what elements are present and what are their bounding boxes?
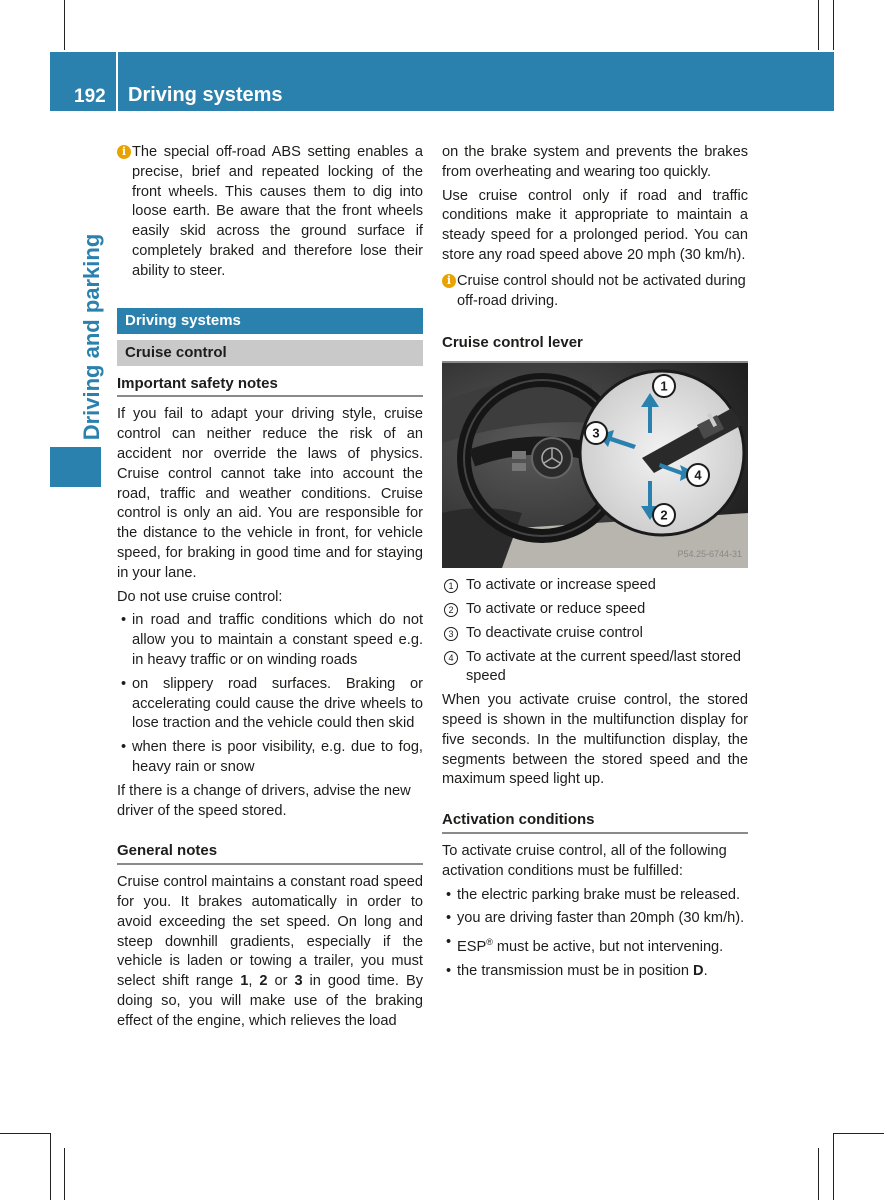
heading-cruise-control-lever: Cruise control lever	[442, 334, 583, 352]
text: ESP	[457, 938, 487, 955]
chapter-title: Driving systems	[128, 84, 283, 106]
crop-mark	[64, 1148, 65, 1200]
paragraph: If there is a change of drivers, advise the new driver of the speed stored.	[117, 782, 411, 819]
list-item	[442, 933, 748, 958]
paragraph: If you fail to adapt your driving style, cruise control can neither reduce the risk of an accident nor override the laws of physics. Cruise control cannot take into account the road, traffic and weather conditions. Cruise control is only an aid. You are responsible for the distance to the vehicle in front, for vehicle speed, for braking in good time and for staying in your lane.	[117, 406, 423, 581]
right-column	[442, 143, 748, 986]
registered-mark: ®	[486, 937, 493, 948]
text: in good time. By doing so, you will make use of the braking effect of the engine, which relieves the load	[117, 973, 423, 1029]
callout-item	[442, 600, 748, 620]
paragraph-general-notes	[117, 873, 423, 1031]
callout-item	[442, 648, 748, 688]
info-icon: i	[117, 145, 131, 159]
steering-wheel-illustration	[442, 363, 748, 568]
list-item: • on slippery road surfaces. Braking or accelerating could cause the drive wheels to lose traction and the vehicle could then skid	[117, 675, 423, 734]
callout-item	[442, 576, 748, 596]
callout-label-3: 3	[592, 425, 600, 441]
paragraph: Use cruise control only if road and traffic conditions make it appropriate to maintain a steady speed for a prolonged period. You can store any road speed above 20 mph (30 km/h).	[442, 187, 748, 263]
crop-mark	[0, 1133, 50, 1134]
callout-item	[442, 624, 748, 644]
list-item: • the electric parking brake must be released.	[442, 886, 748, 906]
text: must be active, but not intervening.	[492, 938, 724, 955]
info-note-abs	[117, 143, 423, 282]
crop-mark	[818, 1148, 819, 1200]
heading-safety-notes: Important safety notes	[117, 374, 423, 398]
left-column	[117, 143, 423, 1035]
cruise-control-lever-figure	[442, 361, 748, 568]
callout-number: 2	[444, 603, 458, 617]
callout-number: 1	[444, 579, 458, 593]
side-tab-marker	[50, 447, 101, 487]
text: or	[267, 973, 295, 990]
paragraph: To activate cruise control, all of the following activation conditions must be fulfilled:	[442, 842, 727, 879]
text: Cruise control maintains a constant road speed for you. It brakes automatically in order to avoid exceeding the set speed. On long and steep downhill gradients, especially if the vehicle is laden or towing a trailer, you must select shift range	[117, 874, 423, 990]
heading-activation-conditions: Activation conditions	[442, 810, 748, 834]
list-item: • when there is poor visibility, e.g. due to fog, heavy rain or snow	[117, 738, 423, 778]
info-text: The special off-road ABS setting enables a precise, brief and repeated locking of the front wheels. This causes them to dig into loose earth. Be aware that the front wheels easily skid across the ground surface if completely braked and therefore lose their ability to steer.	[132, 144, 423, 279]
text: .	[703, 962, 708, 979]
paragraph: When you activate cruise control, the stored speed is shown in the multifunction display for five seconds. In the multifunction display, the segments between the stored speed and the maximum speed light up.	[442, 692, 748, 788]
paragraph: on the brake system and prevents the brakes from overheating and wearing too quickly.	[442, 144, 748, 180]
figure-code: P54.25-6744-31	[677, 549, 742, 560]
crop-mark	[818, 0, 819, 50]
page-number: 192	[74, 86, 106, 107]
callout-label-2: 2	[660, 507, 668, 523]
transmission-position: D	[693, 962, 704, 979]
crop-mark	[833, 1133, 834, 1200]
callout-label-4: 4	[694, 467, 702, 483]
side-tab-label: Driving and parking	[79, 233, 104, 441]
list-item: • in road and traffic conditions which do not allow you to maintain a constant speed e.g. in heavy traffic or on winding roads	[117, 611, 423, 670]
subsection-title: Cruise control	[117, 340, 423, 366]
callout-number: 3	[444, 627, 458, 641]
crop-mark	[64, 0, 65, 50]
conditions-list	[442, 886, 748, 982]
text: ,	[248, 973, 260, 990]
shift-range: 2	[259, 973, 268, 990]
crop-mark	[834, 1133, 884, 1134]
paragraph: Do not use cruise control:	[117, 588, 283, 605]
callout-text: To activate or increase speed	[466, 577, 656, 594]
callout-label-1: 1	[660, 378, 668, 394]
header-divider	[116, 52, 118, 111]
callout-text: To deactivate cruise control	[466, 624, 643, 641]
list-item: • you are driving faster than 20mph (30 km/h).	[442, 909, 748, 929]
shift-range: 3	[294, 973, 303, 990]
heading-general-notes: General notes	[117, 841, 423, 865]
shift-range: 1	[240, 973, 249, 990]
section-title: Driving systems	[117, 308, 423, 334]
list-item	[442, 962, 748, 982]
text: the transmission must be in position	[457, 962, 694, 979]
info-text: Cruise control should not be activated during off-road driving.	[457, 272, 746, 309]
bullet-list	[117, 611, 423, 777]
callout-number: 4	[444, 651, 458, 665]
info-icon: i	[442, 274, 456, 288]
callout-text: To activate at the current speed/last stored speed	[466, 648, 742, 685]
info-note-offroad	[442, 272, 748, 312]
crop-mark	[50, 1133, 51, 1200]
callout-text: To activate or reduce speed	[466, 600, 646, 617]
callout-list	[442, 576, 748, 687]
crop-mark	[833, 0, 834, 50]
